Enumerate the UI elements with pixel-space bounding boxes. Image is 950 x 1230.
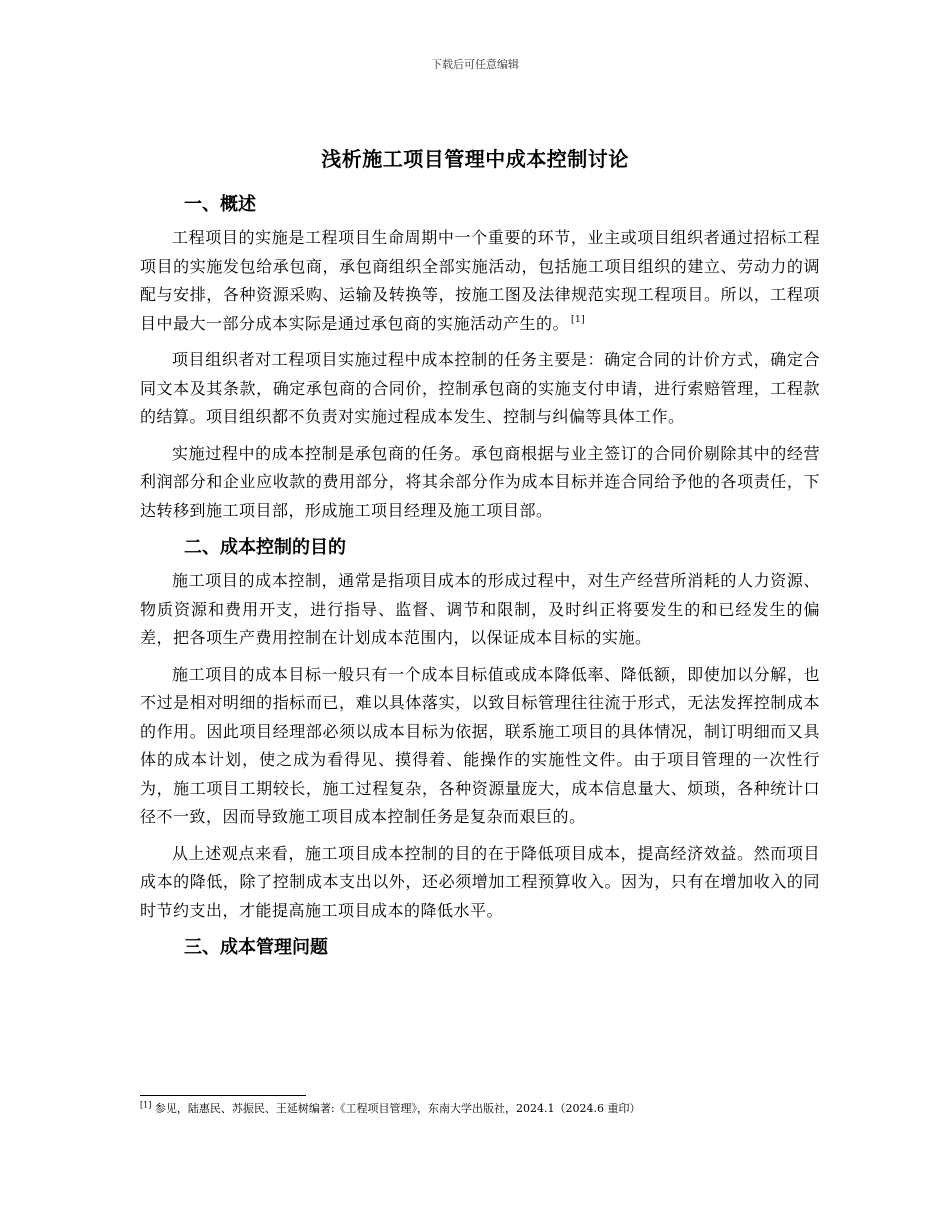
paragraph: 工程项目的实施是工程项目生命周期中一个重要的环节，业主或项目组织者通过招标工程项目的实施发包给承包商，承包商组织全部实施活动，包括施工项目组织的建立、劳动力的调配与安排，各种资源采购、运输及转换等，按施工图及法律规范实现工程项目。所以，工程项目中最大一部分成本实际是通过承包商的实施活动产生的。 [1] — [140, 228, 820, 333]
paragraph: 施工项目的成本目标一般只有一个成本目标值或成本降低率、降低额，即使加以分解，也不过是相对明细的指标而已，难以具体落实，以致目标管理往往流于形式，无法发挥控制成本的作用。因此项目经理部必须以成本目标为依据，联系施工项目的具体情况，制订明细而又具体的成本计划，使之成为看得见、摸得着、能操作的实施性文件。由于项目管理的一次性行为，施工项目工期较长，施工过程复杂，各种资源量庞大，成本信息量大、烦琐，各种统计口径不一致，因而导致施工项目成本控制任务是复杂而艰巨的。 — [140, 664, 820, 826]
paragraph: 实施过程中的成本控制是承包商的任务。承包商根据与业主签订的合同价剔除其中的经营利润部分和企业应收款的费用部分，将其余部分作为成本目标并连合同给予他的各项责任，下达转移到施工项目部，形成施工项目经理及施工项目部。 — [140, 443, 820, 520]
footnote-text: 参见，陆惠民、苏振民、王延树编著:《工程项目管理》，东南大学出版社，2024.1（2024.6 重印） — [154, 1102, 641, 1115]
header-note: 下载后可任意编辑 — [431, 58, 519, 71]
section-issues — [140, 933, 820, 963]
section-overview — [140, 190, 820, 525]
footnote-divider — [140, 1095, 306, 1096]
section-heading: 一、概述 — [184, 194, 256, 215]
paragraph: 施工项目的成本控制，通常是指项目成本的形成过程中，对生产经营所消耗的人力资源、物质资源和费用开支，进行指导、监督、调节和限制，及时纠正将要发生的和已经发生的偏差，把各项生产费用控制在计划成本范围内，以保证成本目标的实施。 — [140, 571, 820, 647]
section-heading: 三、成本管理问题 — [184, 937, 328, 958]
footnote — [140, 1101, 840, 1117]
paragraph: 从上述观点来看，施工项目成本控制的目的在于降低项目成本，提高经济效益。然而项目成本的降低，除了控制成本支出以外，还必须增加工程预算收入。因为，只有在增加收入的同时节约支出，才能提高施工项目成本的降低水平。 — [140, 843, 820, 920]
footnote-reference[interactable]: [1] — [571, 315, 586, 326]
footnote-marker: [1] — [140, 1100, 152, 1110]
paragraph: 项目组织者对工程项目实施过程中成本控制的任务主要是：确定合同的计价方式，确定合同文本及其条款，确定承包商的合同价，控制承包商的实施支付申请，进行索赔管理，工程款的结算。项目组织都不负责对实施过程成本发生、控制与纠偏等具体工作。 — [140, 350, 820, 426]
section-purpose — [140, 533, 820, 925]
document-body — [140, 190, 820, 967]
section-heading: 二、成本控制的目的 — [184, 537, 346, 558]
page-title: 浅析施工项目管理中成本控制讨论 — [321, 147, 629, 171]
